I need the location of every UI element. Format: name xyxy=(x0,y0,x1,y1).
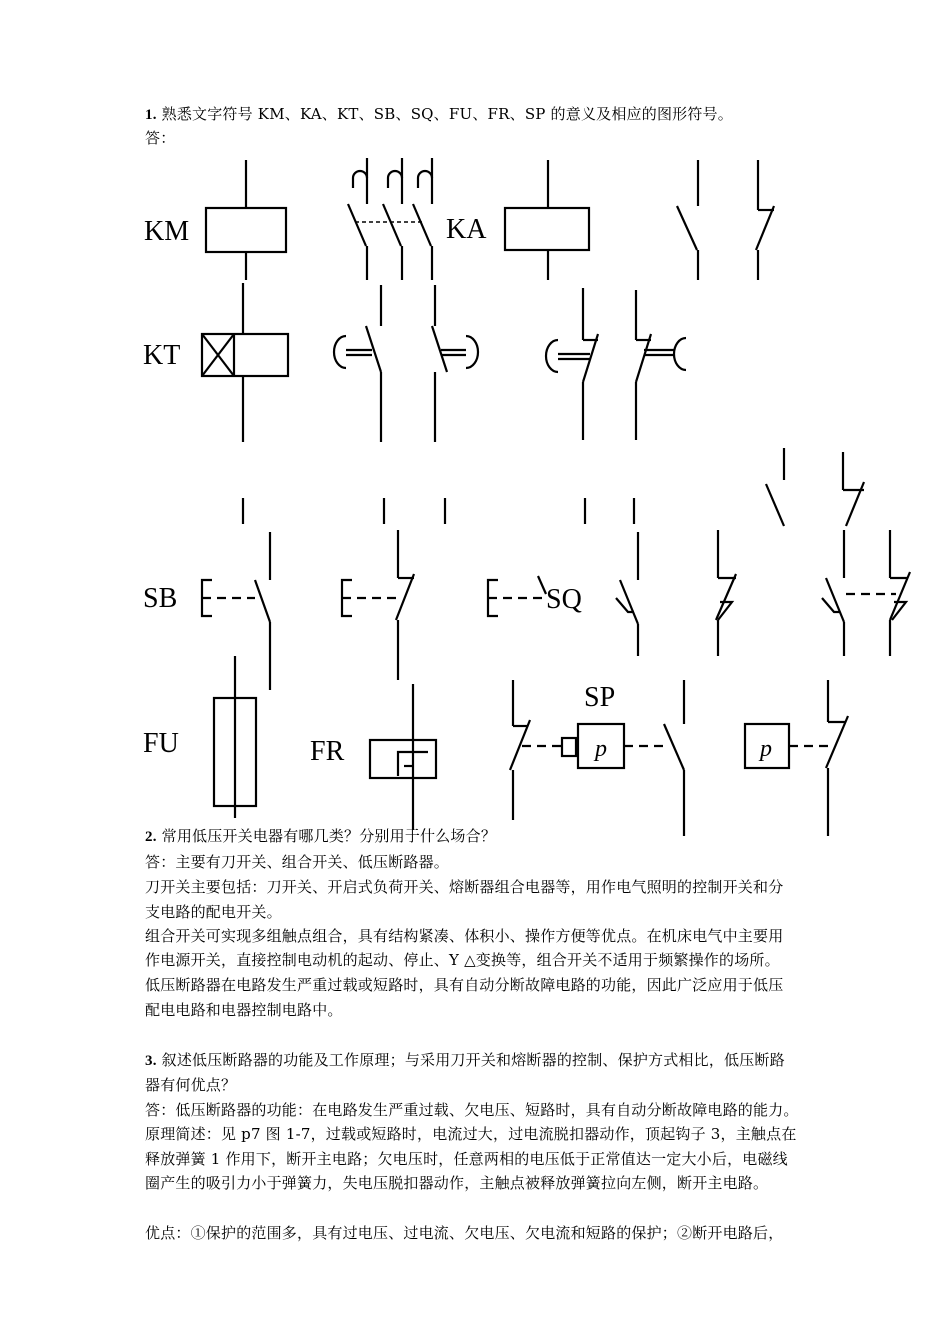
ka-contacts-symbol xyxy=(677,160,774,280)
q2-heading xyxy=(145,826,865,847)
kt-coil-symbol xyxy=(202,283,288,442)
sq-position-contacts-symbol xyxy=(766,448,864,526)
label-p-left: p xyxy=(595,736,607,762)
ka-coil-symbol xyxy=(505,160,589,280)
q3-advantages: 优点：①保护的范围多，具有过电压、过电流、欠电压、欠电流和短路的保护；②断开电路后， xyxy=(145,1224,784,1242)
q2-line: 配电电路和电器控制电路中。 xyxy=(145,1001,343,1019)
q2-line: 刀开关主要包括：刀开关、开启式负荷开关、熔断器组合电器等，用作电气照明的控制开关和分 xyxy=(145,878,784,896)
q1-number: 1. xyxy=(145,107,157,123)
label-sb: SB xyxy=(143,583,178,614)
q2-question: 常用低压开关电器有哪几类？分别用于什么场合？ xyxy=(161,827,497,845)
label-fr: FR xyxy=(310,736,345,767)
sq-contacts-row3-symbol xyxy=(616,530,910,656)
sp-pressure-no-contact-symbol xyxy=(745,680,848,836)
label-p-right: p xyxy=(760,736,772,762)
fu-fuse-symbol xyxy=(214,656,256,818)
q3-heading xyxy=(145,1050,865,1071)
q3-question-line: 叙述低压断路器的功能及工作原理；与采用刀开关和熔断器的控制、保护方式相比，低压断路 xyxy=(161,1051,785,1069)
q2-line: 组合开关可实现多组触点组合，具有结构紧凑、体积小、操作方便等优点。在机床电气中主要用 xyxy=(145,927,784,945)
stub-lines xyxy=(243,498,634,524)
q3-line: 答：低压断路器的功能：在电路发生严重过载、欠电压、短路时，具有自动分断故障电路的能力。 xyxy=(145,1101,799,1119)
q3-number: 3. xyxy=(145,1053,157,1069)
q2-line: 答：主要有刀开关、组合开关、低压断路器。 xyxy=(145,853,450,871)
q1-heading xyxy=(145,104,865,125)
label-ka: KA xyxy=(446,214,487,245)
q2-line: 作电源开关，直接控制电动机的起动、停止、Y △变换等，组合开关不适用于频繁操作的场所。 xyxy=(145,951,780,969)
q3-line: 释放弹簧 1 作用下，断开主电路；欠电压时，任意两相的电压低于正常值达一定大小后，电磁线 xyxy=(145,1150,788,1168)
q2-number: 2. xyxy=(145,829,157,845)
label-fu: FU xyxy=(143,728,179,759)
q2-line: 支电路的配电开关。 xyxy=(145,903,282,921)
sq-limit-switch-symbol xyxy=(488,576,546,616)
q3-question-line: 器有何优点？ xyxy=(145,1076,237,1094)
q2-line: 低压断路器在电路发生严重过载或短路时，具有自动分断故障电路的功能，因此广泛应用于低压 xyxy=(145,976,784,994)
sb-pushbutton-no-symbol xyxy=(202,532,270,690)
q1-answer-label: 答： xyxy=(145,129,176,147)
q3-line: 原理简述：见 p7 图 1-7，过载或短路时，电流过大，过电流脱扣器动作，顶起钩子 3，主触点在 xyxy=(145,1125,797,1143)
label-kt: KT xyxy=(143,340,181,371)
km-coil-symbol xyxy=(206,160,286,280)
km-main-contacts-symbol xyxy=(348,158,432,280)
label-sq: SQ xyxy=(546,584,582,615)
sp-pressure-nc-contact-symbol xyxy=(510,680,684,836)
q3-line: 圈产生的吸引力小于弹簧力，失电压脱扣器动作，主触点被释放弹簧拉向左侧，断开主电路。 xyxy=(145,1174,769,1192)
fr-thermal-relay-symbol xyxy=(370,684,436,830)
sb-pushbutton-nc-symbol xyxy=(342,530,414,680)
label-km: KM xyxy=(144,216,190,247)
q1-question: 熟悉文字符号 KM、KA、KT、SB、SQ、FU、FR、SP 的意义及相应的图形符号。 xyxy=(161,105,733,123)
kt-time-delay-contacts-symbol xyxy=(334,285,686,442)
label-sp: SP xyxy=(584,682,616,713)
